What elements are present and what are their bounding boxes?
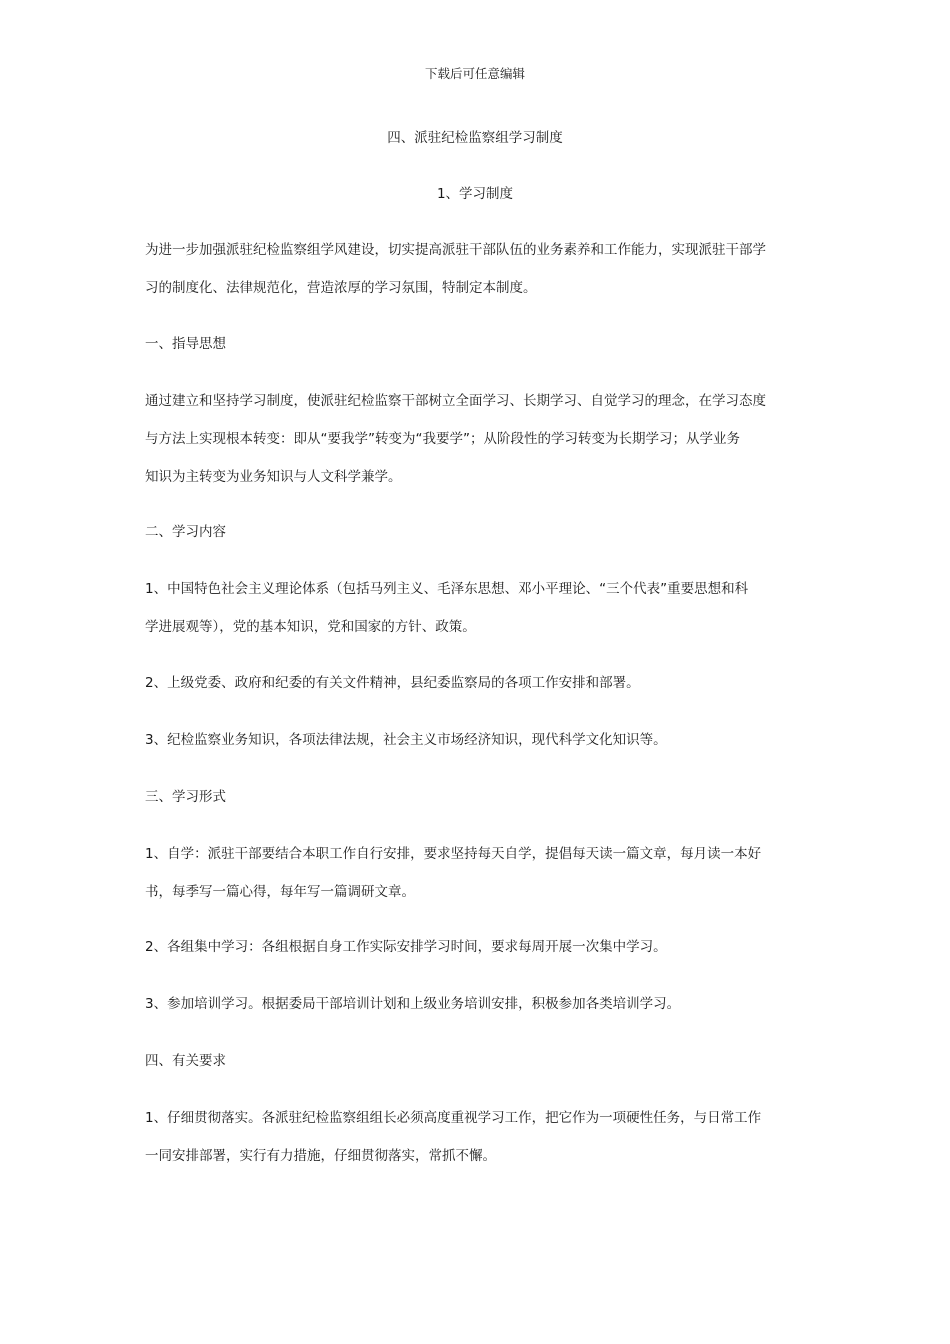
- section-heading: 一、指导思想: [145, 336, 226, 352]
- header-note: 下载后可任意编辑: [424, 66, 525, 81]
- form-item: 3、参加培训学习。根据委局干部培训计划和上级业务培训安排，积极参加各类培训学习。: [145, 996, 681, 1012]
- paragraph-line: 与方法上实现根本转变：即从“要我学”转变为“我要学”；从阶段性的学习转变为长期学习；从学业务: [145, 431, 740, 447]
- paragraph-line: 1、自学：派驻干部要结合本职工作自行安排，要求坚持每天自学，提倡每天读一篇文章，每月读一本好: [145, 846, 762, 862]
- section-heading: 四、有关要求: [145, 1053, 226, 1069]
- paragraph-line: 1、中国特色社会主义理论体系（包括马列主义、毛泽东思想、邓小平理论、“三个代表”重要思想和科: [145, 581, 749, 597]
- paragraph-line: 书，每季写一篇心得，每年写一篇调研文章。: [145, 884, 415, 900]
- paragraph-line: 学进展观等），党的基本知识，党和国家的方针、政策。: [145, 619, 476, 635]
- paragraph-line: 一同安排部署，实行有力措施，仔细贯彻落实，常抓不懈。: [145, 1148, 496, 1164]
- content-item: 2、上级党委、政府和纪委的有关文件精神，县纪委监察局的各项工作安排和部署。: [145, 675, 640, 691]
- content-item: [145, 570, 807, 646]
- section-heading: 三、学习形式: [145, 789, 226, 805]
- paragraph-line: 1、仔细贯彻落实。各派驻纪检监察组组长必须高度重视学习工作，把它作为一项硬性任务，与日常工作: [145, 1110, 762, 1126]
- document-subtitle: 1、学习制度: [436, 186, 514, 202]
- paragraph-line: 知识为主转变为业务知识与人文科学兼学。: [145, 469, 402, 485]
- document-title: 四、派驻纪检监察组学习制度: [387, 130, 563, 146]
- intro-line: 习的制度化、法律规范化，营造浓厚的学习氛围，特制定本制度。: [145, 280, 537, 296]
- intro-line: 为进一步加强派驻纪检监察组学风建设，切实提高派驻干部队伍的业务素养和工作能力，实现派驻干部学: [145, 242, 766, 258]
- requirement-item: [145, 1099, 807, 1175]
- content-item: 3、纪检监察业务知识，各项法律法规，社会主义市场经济知识，现代科学文化知识等。: [145, 732, 667, 748]
- paragraph-line: 通过建立和坚持学习制度，使派驻纪检监察干部树立全面学习、长期学习、自觉学习的理念，在学习态度: [145, 393, 766, 409]
- form-item: 2、各组集中学习：各组根据自身工作实际安排学习时间，要求每周开展一次集中学习。: [145, 939, 667, 955]
- section-heading: 二、学习内容: [145, 524, 226, 540]
- form-item: [145, 835, 807, 911]
- intro-paragraph: [145, 231, 807, 307]
- guiding-thought-paragraph: [145, 382, 807, 496]
